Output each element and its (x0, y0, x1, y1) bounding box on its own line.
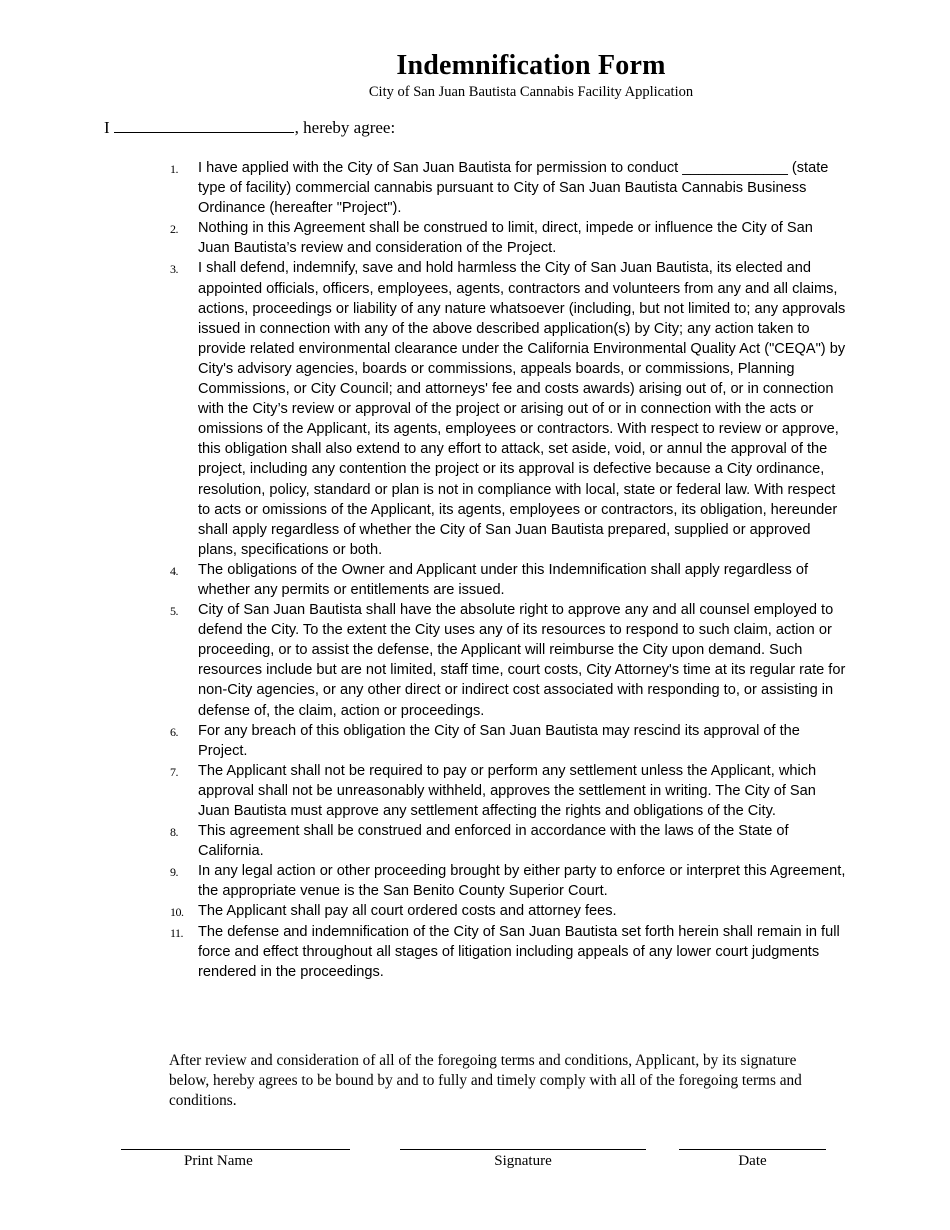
term-number: 9. (170, 865, 178, 880)
term-number: 7. (170, 764, 178, 779)
term-item (168, 218, 848, 258)
term-item (168, 258, 848, 559)
term-text: The Applicant shall not be required to pay or perform any settlement unless the Applicant, which approval shall not be unreasonably withheld, approves the settlement in writing. The City of San Juan Bautista must approve any settlement affecting the rights and obligations of the City. (198, 762, 817, 819)
term-item (168, 922, 848, 982)
agreement-line (104, 117, 395, 138)
term-text: The Applicant shall pay all court ordered costs and attorney fees. (198, 903, 617, 920)
term-item (168, 560, 848, 600)
term-number: 2. (170, 222, 178, 237)
form-title: Indemnification Form (396, 50, 666, 81)
term-text: For any breach of this obligation the City of San Juan Bautista may rescind its approval of the Project. (198, 722, 800, 759)
term-number: 11. (170, 925, 184, 940)
signature-line[interactable] (400, 1149, 646, 1150)
print-name-field (121, 1149, 350, 1170)
form-subtitle: City of San Juan Bautista Cannabis Facility Application (368, 84, 694, 100)
term-item (168, 761, 848, 821)
term-item (168, 901, 848, 921)
term-number: 5. (170, 604, 178, 619)
term-number: 1. (170, 162, 178, 176)
term-item (168, 158, 848, 218)
closing-paragraph: After review and consideration of all of the foregoing terms and conditions, Applicant, by its signature below, hereby agrees to be bound by and to fully and timely comply with all of the foregoing terms and conditions. (169, 1052, 802, 1109)
term-item (168, 821, 848, 861)
agreement-suffix: , hereby agree: (294, 118, 396, 137)
term-text: The obligations of the Owner and Applicant under this Indemnification shall apply regardless of whether any permits or entitlements are issued. (198, 561, 809, 598)
term-text: City of San Juan Bautista shall have the absolute right to approve any and all counsel employed to defend the City. To the extent the City uses any of its resources to respond to such claim, action or proceeding, or to assist the defense, the Applicant will reimburse the City upon demand. Such resources include but are not limited, staff time, court costs, City Attorney's time at its regular rate for non-City agencies, or any other direct or indirect cost associated with responding to, or assisting in defense of, the claim, action or proceedings. (198, 602, 846, 719)
term-text: In any legal action or other proceeding brought by either party to enforce or interpret this Agreement, the appropriate venue is the San Benito County Superior Court. (198, 863, 846, 900)
print-name-label: Print Name (184, 1153, 253, 1169)
term-number: 4. (170, 563, 178, 578)
date-label: Date (738, 1153, 767, 1169)
term-number: 6. (170, 724, 178, 739)
date-line[interactable] (679, 1149, 826, 1150)
term-text: This agreement shall be construed and enforced in accordance with the laws of the State of California. (198, 823, 789, 860)
signature-label: Signature (494, 1153, 552, 1169)
term-text: Nothing in this Agreement shall be construed to limit, direct, impede or influence the City of San Juan Bautista’s review and consideration of the Project. (198, 220, 813, 257)
signature-field (400, 1149, 646, 1170)
term-number: 10. (170, 905, 184, 920)
applicant-name-blank[interactable] (114, 117, 294, 133)
term-number: 3. (170, 262, 178, 277)
term-text: The defense and indemnification of the City of San Juan Bautista set forth herein shall remain in full force and effect throughout all stages of litigation including appeals of any lower court judgments rendered in the proceedings. (198, 923, 840, 980)
terms-list (168, 158, 848, 982)
term-text: I shall defend, indemnify, save and hold harmless the City of San Juan Bautista, its elected and appointed officials, officers, employees, agents, contractors and volunteers from any and all claims, actions, proceedings or liability of any nature whatsoever (including, but not limited to; any approvals issued in connection with any of the above described application(s) by City; any action taken to provide related environmental clearance under the California Environmental Quality Act ("CEQA") by City's advisory agencies, boards or commissions, appeals boards, or commissions, Planning Commissions, or City Council; and attorneys' fee and costs awards) arising out of, or in connection with the City’s review or approval of the project or arising out of or in connection with the acts or omissions of the Applicant, its agents, employees or contractors. With respect to review or approve, this obligation shall also extend to any effort to attack, set aside, void, or annul the approval of the project, including any contention the project or its approval is defective because a City ordinance, resolution, policy, standard or plan is not in compliance with local, state or federal law. With respect to acts or omissions of the Applicant, its agents, employees or contractors, its obligation, hereunder shall apply regardless of whether the City of San Juan Bautista prepared, supplied or approved plans, specifications or both. (198, 260, 846, 558)
term-item (168, 861, 848, 901)
term-number: 8. (170, 825, 178, 840)
term-text: I have applied with the City of San Juan Bautista for permission to conduct _____________ (state type of facility) commercial cannabis pursuant to City of San Juan Bautista Cannabis Business Ordinance (hereafter "Project"). (198, 160, 829, 217)
date-field (679, 1149, 826, 1170)
term-item (168, 721, 848, 761)
term-item (168, 600, 848, 721)
agreement-prefix: I (104, 118, 110, 137)
print-name-line[interactable] (121, 1149, 350, 1150)
